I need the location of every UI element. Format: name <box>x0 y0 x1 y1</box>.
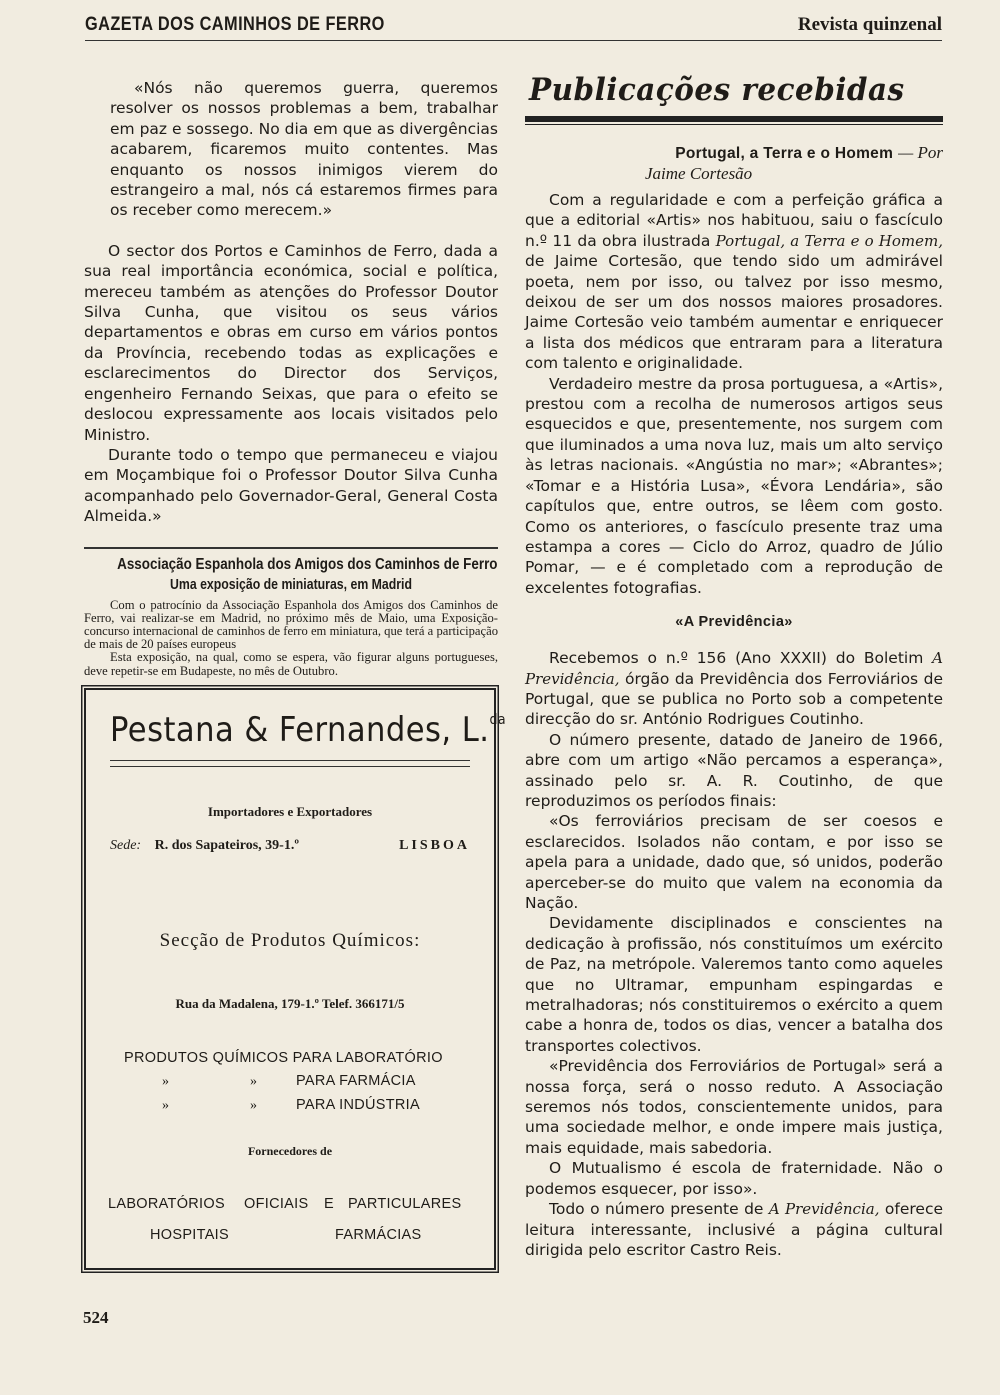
client-laboratorios: LABORATÓRIOS <box>108 1196 225 1212</box>
paragraph-mozambique: Durante todo o tempo que permaneceu e viajou em Moçambique foi o Professor Doutor Silva Cunha acompanhado pelo Governador-Geral, General Costa Almeida.» <box>84 445 498 526</box>
client-oficiais: OFICIAIS <box>244 1196 309 1212</box>
ad-headquarters <box>110 838 470 854</box>
article-subtitle: Uma exposição de miniaturas, em Madrid <box>170 575 412 593</box>
paragraph-mestre: Verdadeiro mestre da prosa portuguesa, a «Artis», prestou com a recolha de numerosos artigos seus esquecidos e que, presentemente, nos surgem com que iluminados a uma nova luz, mais um alto serviço às letras nacionais. «Angústia no mar»; «Abrantes»; «Tomar e a História Lusa», «Évora Lendária», são capítulos que, entre outros, se lêem com gosto. Como os anteriores, o fascículo presente traz uma estampa a cores — Ciclo do Arroz, quadro de Júlio Pomar, — e é completado com a reprodução de excelentes fotografias. <box>525 374 943 597</box>
paragraph-numero: O número presente, datado de Janeiro de 1966, abre com um artigo «Não percamos a esperança», assinado pelo sr. A. R. Coutinho, de que reproduzimos os períodos finais: <box>525 730 943 810</box>
client-particulares: PARTICULARES <box>348 1196 462 1212</box>
paragraph-boletim: Recebemos o n.º 156 (Ano XXXII) do Boletim A Previdência, órgão da Previdência dos Ferroviários de Portugal, que se publica no Porto sob a competente direcção do sr. António Rodrigues Coutinho. <box>525 649 943 729</box>
book-heading <box>525 143 943 184</box>
client-hospitais: HOSPITAIS <box>150 1227 229 1243</box>
page-number: 524 <box>83 1308 109 1327</box>
ad-suppliers-label: Fornecedores de <box>247 1144 333 1158</box>
ad-section-address: Rua da Madalena, 179-1.º Telef. 366171/5 <box>175 996 405 1011</box>
previdencia-heading: «A Previdência» <box>675 614 793 631</box>
ad-tagline: Importadores e Exportadores <box>207 804 373 819</box>
quote-disciplinados: Devidamente disciplinados e conscientes na dedicação à profissão, nós constituímos um exército de Paz, na metrópole. Valeremos tanto como aqueles que no Ultramar, empunham espingardas e metralhadoras; nós constituiremos o exército a quem cabe a honra de, todos os dias, vencer a batalha dos transportes colectivos. <box>525 914 943 1055</box>
product-line-3: PARA INDÚSTRIA <box>296 1097 420 1113</box>
article-paragraph-2: Esta exposição, na qual, como se espera, vão figurar alguns portugueses, deve repetir-se em Budapeste, no mês de Outubro. <box>84 650 498 678</box>
sede-label: Sede: <box>110 838 142 853</box>
ad-rule-top <box>110 760 470 761</box>
ad-section-title: Secção de Produtos Químicos: <box>159 930 421 951</box>
article-title: Associação Espanhola dos Amigos dos Caminhos de Ferro <box>117 555 498 573</box>
section-rule-thick <box>525 116 943 122</box>
sede-city: LISBOA <box>399 838 470 853</box>
journal-title: GAZETA DOS CAMINHOS DE FERRO <box>85 14 385 35</box>
paragraph-artis: Com a regularidade e com a perfeição gráfica a que a editorial «Artis» nos habituou, saiu o fascículo n.º 11 da obra ilustrada Portugal, a Terra e o Homem, de Jaime Cortesão, que tendo sido um admirável poeta, nem por isso, ou talvez por isso mesmo, deixou de ser um dos nossos maiores prosadores. Jaime Cortesão veio também aumentar e enriquecer a lista dos médicos que entraram para a literatura com talento e originalidade. <box>525 191 943 373</box>
header-rule <box>85 40 942 41</box>
article-paragraph-1: Com o patrocínio da Associação Espanhola dos Amigos dos Caminhos de Ferro, vai realizar-se em Madrid, no próximo mês de Maio, uma Exposição-concurso internacional de caminhos de ferro em miniatura, que terá a participação de mais de 20 países europeus <box>84 597 498 652</box>
quote-ferroviarios: «Os ferroviários precisam de ser coesos e esclarecidos. Isolados não contam, e por isso se apela para a unidade, dado que, só unidos, poderão aperceber-se do muito que valem na economia da Nação. <box>525 812 943 912</box>
section-rule-thin <box>525 124 943 125</box>
article-rule <box>84 547 498 549</box>
ditto-mark: » <box>250 1098 257 1113</box>
journal-subtitle: Revista quinzenal <box>797 14 942 35</box>
product-line-1: PRODUTOS QUÍMICOS PARA LABORATÓRIO <box>124 1050 443 1066</box>
product-line-2: PARA FARMÁCIA <box>296 1073 416 1089</box>
quote-forca: «Previdência dos Ferroviários de Portugal» será a nossa força, será o nosso reduto. A Associação seremos nós todos, conscientemente unidos, para uma sociedade melhor, e onde impere mais justiça, mais equidade, mais sabedoria. <box>525 1057 943 1157</box>
book-title: Portugal, a Terra e o Homem <box>675 145 894 162</box>
sede-address: R. dos Sapateiros, 39-1.º <box>154 838 299 853</box>
ditto-mark: » <box>162 1098 169 1113</box>
ad-rule-bottom <box>110 766 470 767</box>
client-farmacias: FARMÁCIAS <box>335 1227 422 1243</box>
page-header <box>85 10 942 40</box>
company-suffix: da <box>489 712 507 728</box>
paragraph-todo: Todo o número presente de A Previdência, oferece leitura interessante, inclusivé a página cultural dirigida pelo escritor Castro Reis. <box>525 1200 944 1259</box>
section-title: Publicações recebidas <box>529 72 905 108</box>
ditto-mark: » <box>162 1074 169 1089</box>
right-column <box>525 72 943 1260</box>
book-author: Jaime Cortesão <box>645 164 753 183</box>
ditto-mark: » <box>250 1074 257 1089</box>
left-column <box>84 78 498 678</box>
book-by: — Por <box>898 143 943 162</box>
paragraph-sector: O sector dos Portos e Caminhos de Ferro, dada a sua real importância económica, social e política, mereceu também as atenções do Professor Doutor Silva Cunha, que visitou os seus vários departamentos e obras em curso em vários pontos da Província, recebendo todas as explicações e esclarecimentos do Director dos Serviços, engenheiro Fernando Seixas, que para o efeito se deslocou expressamente aos locais visitados pelo Ministro. <box>84 241 498 444</box>
quote-paragraph: «Nós não queremos guerra, queremos resolver os nossos problemas a bem, trabalhar em paz e sossego. No dia em que as divergências acabarem, ficaremos muito contentes. Mas enquanto os nossos inimigos vierem do estrangeiro a mal, nós cá estaremos firmes para os receber como merecem.» <box>110 79 498 220</box>
client-e: E <box>324 1196 334 1212</box>
quote-mutualismo: O Mutualismo é escola de fraternidade. Não o podemos esquecer, por isso». <box>525 1159 943 1198</box>
advertisement <box>84 688 507 1270</box>
company-name: Pestana & Fernandes, L.$^{da}$ <box>110 710 507 750</box>
